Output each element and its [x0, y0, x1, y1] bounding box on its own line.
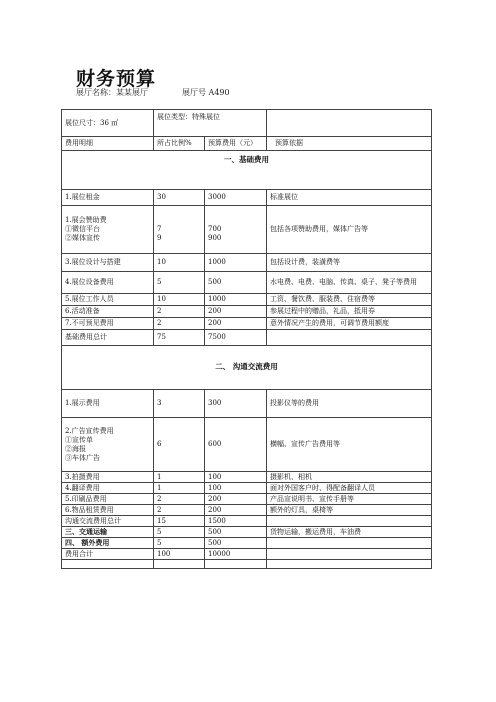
hall-info	[76, 87, 230, 98]
table-row: 4.展位设备费用 5 500 水电费、电费、电脑、传真、桌子、凳子等费用	[62, 272, 432, 294]
table-row: 4.翻译费用 1 100 面对外国客户时、得配备翻译人员	[62, 483, 432, 494]
table-row: 6.活动准备 2 200 参展过程中的赠品，礼品，抵用券	[62, 306, 432, 318]
section-basic	[62, 151, 432, 190]
section-title: 一、基础费用	[62, 151, 432, 190]
table-row: 1.展示费用 3 300 投影仪等的费用	[62, 390, 432, 418]
header-percent: 所占比例%	[154, 137, 205, 151]
booth-size: 展位尺寸：36 ㎡	[62, 110, 154, 137]
table-row: 3.展位设计与搭建 10 1000 包括设计费，装潢费等	[62, 254, 432, 272]
table-row: 5.展位工作人员 10 1000 工资、餐饮费、服装费、住宿费等	[62, 294, 432, 306]
total-row: 费用合计 100 10000	[62, 549, 432, 560]
table-row: 2.广告宣传费用 ①宣传单 ②海报 ③车体广告 6 600 横幅、宣传广告费用等	[62, 418, 432, 472]
blank-row	[62, 560, 432, 569]
budget-table	[61, 109, 432, 569]
header-row	[62, 137, 432, 151]
header-cost: 预算费用（元）	[205, 137, 267, 151]
table-row: 7.不可预见费用 2 200 意外情况产生的费用，可调节费用额度	[62, 318, 432, 330]
booth-type: 展位类型：特殊展位	[154, 110, 267, 137]
section-communication	[62, 346, 432, 390]
page-title: 财务预算	[76, 68, 157, 90]
subtotal-row: 基础费用总计 75 7500	[62, 330, 432, 346]
table-row: 6.物品租赁费用 2 200 额外的灯具，桌椅等	[62, 505, 432, 516]
transport-row: 三、交通运输 5 500 货物运输，搬运费用，车油费	[62, 527, 432, 538]
hall-number: 展厅号 A490	[182, 88, 230, 97]
section-title: 二、 沟通交流费用	[62, 346, 432, 390]
table-row: 5.印刷品费用 2 200 产品宣说明书、宣传手册等	[62, 494, 432, 505]
extra-row: 四、 额外费用 5 500	[62, 538, 432, 549]
table-row: 1.展会赞助费 ①微信平台 ②媒体宣传 7 9 700 900 包括各项赞助费用，媒体广告等	[62, 206, 432, 254]
header-basis: 预算依据	[267, 137, 432, 151]
hall-name: 展厅名称：某某展厅	[76, 88, 148, 97]
table-row: 3.拍摄费用 1 100 摄影机、相机	[62, 472, 432, 483]
subtotal-row: 沟通交流费用总计 15 1500	[62, 516, 432, 527]
table-row: 1.展位租金 30 3000 标准展位	[62, 190, 432, 206]
booth-info-row	[62, 110, 432, 137]
header-item: 费用明细	[62, 137, 154, 151]
